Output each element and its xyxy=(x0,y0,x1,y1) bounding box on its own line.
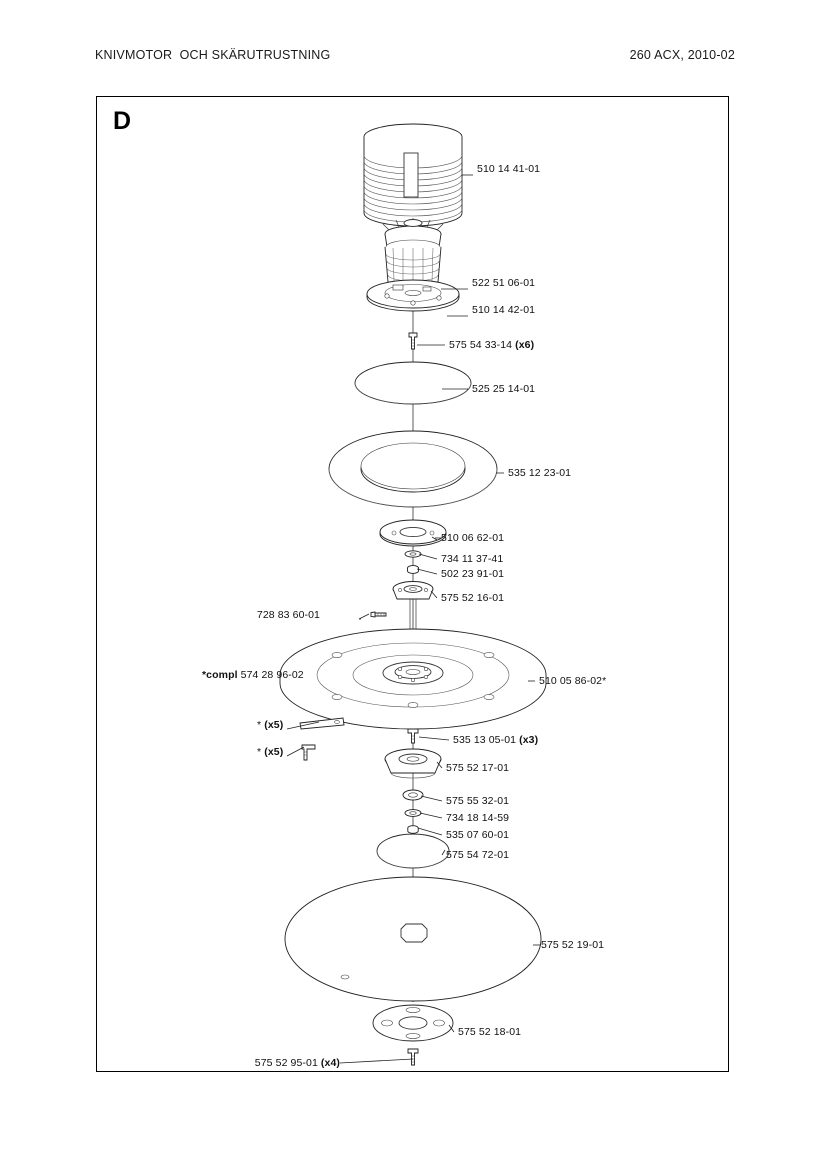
part-large-bottom-disc xyxy=(285,877,541,1001)
part-label-525-25-14-01: 525 25 14-01 xyxy=(472,383,536,395)
part-bottom-screw-x4 xyxy=(408,1049,418,1065)
exploded-assembly-drawing xyxy=(97,97,730,1073)
part-label-575-52-17-01: 575 52 17-01 xyxy=(446,762,510,774)
part-hub-disc xyxy=(380,520,446,546)
part-set-screw xyxy=(371,612,386,617)
part-motor-housing xyxy=(364,124,462,226)
part-screw-x6 xyxy=(409,333,417,349)
page-title: KNIVMOTOR OCH SKÄRUTRUSTNING xyxy=(95,48,331,62)
page-header xyxy=(95,48,735,68)
part-stator-stack xyxy=(383,218,443,282)
part-label-blade-screw-x5: * (x5) xyxy=(257,746,284,758)
part-label-510-05-86-02: 510 05 86-02* xyxy=(539,675,607,687)
part-flat-disc xyxy=(355,362,471,404)
part-main-disc-assembly xyxy=(280,629,546,729)
part-label-502-23-91-01: 502 23 91-01 xyxy=(441,568,505,580)
part-blade-x5 xyxy=(300,718,344,729)
part-base-plate-pcb xyxy=(367,280,459,311)
part-label-510-06-62-01: 510 06 62-01 xyxy=(441,532,505,544)
part-label-575-52-18-01: 575 52 18-01 xyxy=(458,1026,522,1038)
part-label-575-52-16-01: 575 52 16-01 xyxy=(441,592,505,604)
part-label-734-11-37-41: 734 11 37-41 xyxy=(441,553,504,565)
part-dish-cap xyxy=(377,834,449,868)
part-screw-x3 xyxy=(408,729,418,743)
part-bottom-hub xyxy=(373,1005,453,1041)
part-washer-lower xyxy=(405,810,421,817)
part-label-510-14-41-01: 510 14 41-01 xyxy=(477,163,541,175)
part-nut-lower xyxy=(408,826,418,834)
part-label-575-52-95-01: 575 52 95-01 (x4) xyxy=(254,1057,340,1069)
part-label-535-07-60-01: 535 07 60-01 xyxy=(446,829,510,841)
part-label-522-51-06-01: 522 51 06-01 xyxy=(472,277,536,289)
plate-letter: D xyxy=(113,107,132,135)
part-label-compl-574-28-96-02: *compl 574 28 96-02 xyxy=(202,669,304,681)
model-designation: 260 ACX, 2010-02 xyxy=(629,48,735,62)
part-label-734-18-14-59: 734 18 14-59 xyxy=(446,812,510,824)
diagram-frame xyxy=(96,96,729,1072)
part-label-535-13-05-01: 535 13 05-01 (x3) xyxy=(453,734,539,746)
part-nut xyxy=(408,566,419,574)
part-large-ring xyxy=(329,431,497,507)
part-small-ring xyxy=(403,790,423,800)
part-label-728-83-60-01: 728 83 60-01 xyxy=(256,609,320,621)
part-label-575-54-72-01: 575 54 72-01 xyxy=(446,849,510,861)
part-label-575-54-33-14: 575 54 33-14 (x6) xyxy=(449,339,535,351)
part-label-535-12-23-01: 535 12 23-01 xyxy=(508,467,572,479)
part-label-510-14-42-01: 510 14 42-01 xyxy=(472,304,536,316)
part-label-575-52-19-01: 575 52 19-01 xyxy=(541,939,605,951)
part-washer xyxy=(405,551,421,557)
part-label-575-55-32-01: 575 55 32-01 xyxy=(446,795,510,807)
part-label-blade-x5: * (x5) xyxy=(257,719,284,731)
